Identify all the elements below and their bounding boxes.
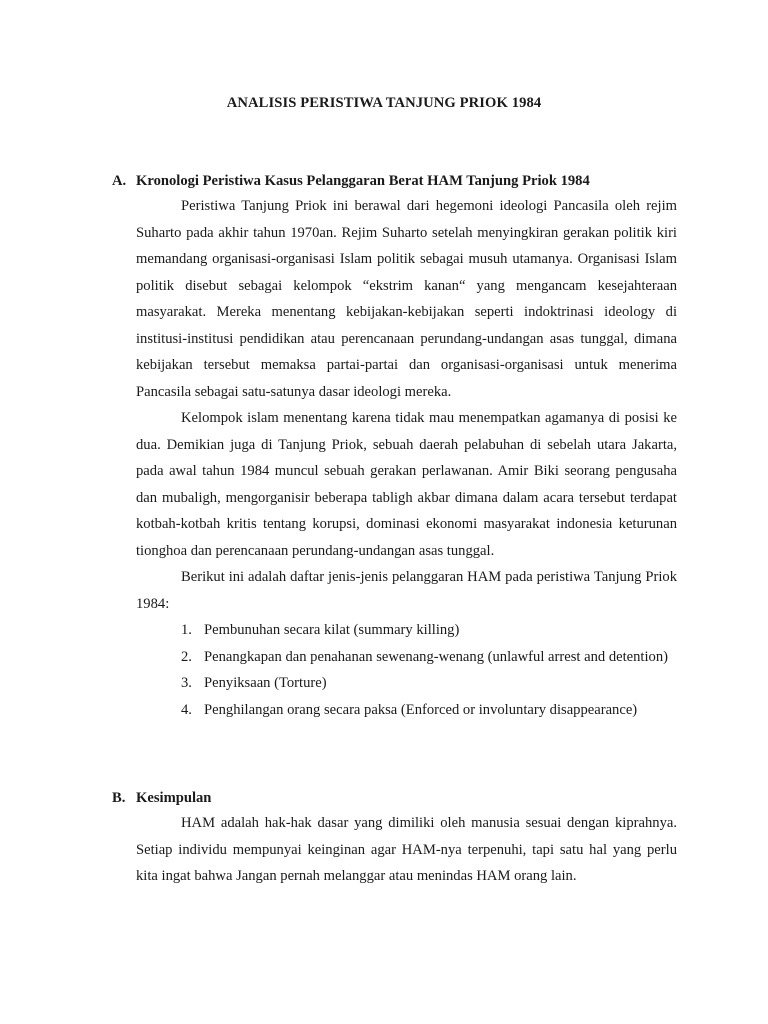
paragraph: Berikut ini adalah daftar jenis-jenis pelanggaran HAM pada peristiwa Tanjung Priok 1984: bbox=[136, 569, 677, 612]
list-item bbox=[136, 644, 677, 671]
list-number: 2. bbox=[181, 648, 192, 665]
violations-list bbox=[136, 617, 677, 723]
section-heading bbox=[112, 172, 677, 190]
list-text: Penangkapan dan penahanan sewenang-wenang (unlawful arrest and detention) bbox=[204, 648, 668, 665]
list-text: Penghilangan orang secara paksa (Enforced or involuntary disappearance) bbox=[204, 701, 638, 718]
list-item bbox=[136, 697, 677, 724]
list-number: 1. bbox=[181, 622, 192, 638]
section-b bbox=[112, 789, 677, 890]
list-item bbox=[136, 670, 677, 697]
document-title: ANALISIS PERISTIWA TANJUNG PRIOK 1984 bbox=[226, 95, 542, 111]
list-text: Pembunuhan secara kilat (summary killing) bbox=[204, 622, 460, 638]
list-item bbox=[136, 617, 677, 644]
section-title: Kronologi Peristiwa Kasus Pelanggaran Berat HAM Tanjung Priok 1984 bbox=[136, 173, 590, 189]
paragraph: HAM adalah hak-hak dasar yang dimiliki oleh manusia sesuai dengan kiprahnya. Setiap individu mempunyai keinginan agar HAM-nya terpenuhi, tapi satu hal yang perlu kita ingat bahwa Jangan pernah melanggar atau menindas HAM orang lain. bbox=[136, 815, 677, 884]
section-body bbox=[136, 810, 677, 890]
section-title: Kesimpulan bbox=[136, 790, 212, 806]
section-letter: A. bbox=[112, 173, 127, 189]
paragraph: Kelompok islam menentang karena tidak mau menempatkan agamanya di posisi ke dua. Demikian juga di Tanjung Priok, sebuah daerah pelabuhan di sebelah utara Jakarta, pada awal tahun 1984 muncul sebuah gerakan perlawanan. Amir Biki seorang pengusaha dan mubaligh, mengorganisir beberapa tabligh akbar dimana dalam acara tersebut terdapat kotbah-kotbah kritis tentang korupsi, dominasi ekonomi masyarakat indonesia keturunan tionghoa dan perencanaan perundang-undangan asas tunggal. bbox=[136, 410, 677, 559]
paragraph: Peristiwa Tanjung Priok ini berawal dari hegemoni ideologi Pancasila oleh rejim Suharto pada akhir tahun 1970an. Rejim Suharto setelah menyingkiran gerakan politik kiri memandang organisasi-organisasi Islam politik sebagai musuh utamanya. Organisasi Islam politik disebut sebagai kelompok “ekstrim kanan“ yang mengancam kesejahteraan masyarakat. Mereka menentang kebijakan-kebijakan seperti indoktrinasi ideology di institusi-institusi pendidikan atau perencanaan perundang-undangan asas tunggal, dimana kebijakan tersebut memaksa partai-partai dan organisasi-organisasi untuk menerima Pancasila sebagai satu-satunya dasar ideologi mereka. bbox=[136, 198, 677, 400]
list-text: Penyiksaan (Torture) bbox=[204, 675, 327, 691]
list-number: 3. bbox=[181, 675, 192, 691]
list-number: 4. bbox=[181, 701, 192, 718]
section-body bbox=[136, 193, 677, 723]
section-letter: B. bbox=[112, 790, 126, 806]
section-a bbox=[112, 172, 677, 723]
section-heading bbox=[112, 789, 677, 807]
